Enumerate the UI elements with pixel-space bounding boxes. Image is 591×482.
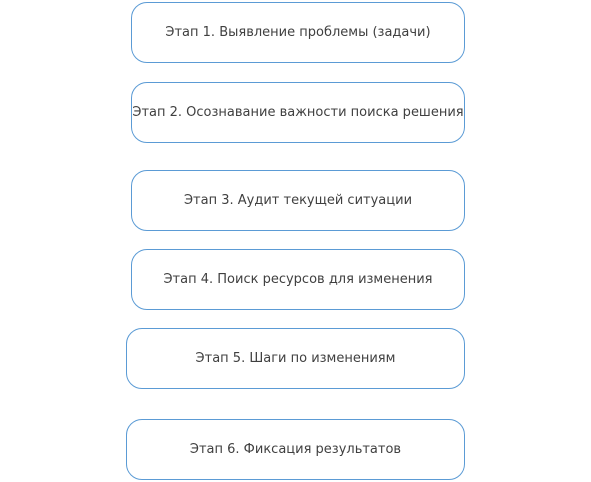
stage-label-4: Этап 4. Поиск ресурсов для изменения	[163, 272, 433, 287]
stage-label-5: Этап 5. Шаги по изменениям	[195, 351, 396, 366]
stage-box-1	[131, 2, 465, 63]
stage-label-2: Этап 2. Осознавание важности поиска решения	[132, 105, 464, 120]
stage-box-5	[126, 328, 465, 389]
stage-box-3	[131, 170, 465, 231]
stage-label-1: Этап 1. Выявление проблемы (задачи)	[165, 25, 431, 40]
stage-label-3: Этап 3. Аудит текущей ситуации	[183, 193, 413, 208]
stage-box-6	[126, 419, 465, 480]
stage-box-4	[131, 249, 465, 310]
stage-label-6: Этап 6. Фиксация результатов	[189, 442, 402, 457]
stage-box-2	[131, 82, 465, 143]
